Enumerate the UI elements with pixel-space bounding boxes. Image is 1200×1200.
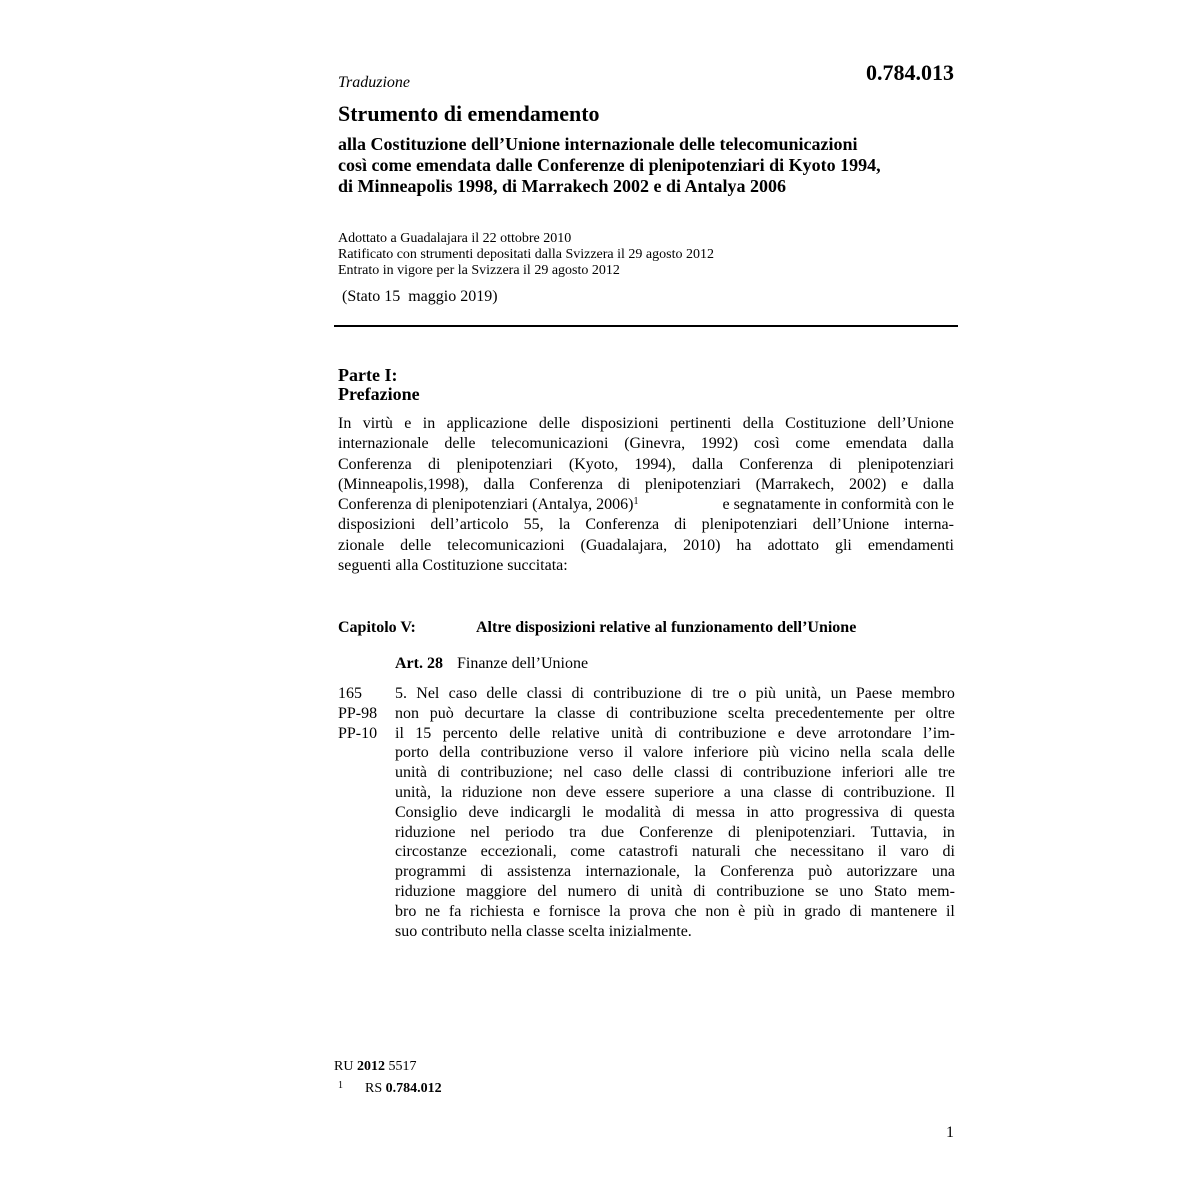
- word: Conferenza: [585, 516, 660, 534]
- word: questa: [913, 803, 955, 821]
- word: tre: [712, 685, 730, 702]
- word: atto: [770, 803, 795, 821]
- word: membro: [901, 685, 955, 702]
- preamble-line5-tail: e segnatamente in conformità con le: [718, 496, 954, 514]
- ru-page: 5517: [388, 1059, 417, 1074]
- word: se: [815, 882, 829, 900]
- word: più: [755, 685, 777, 702]
- word: o: [738, 685, 747, 702]
- word: varo: [900, 843, 929, 861]
- word: Stato: [873, 882, 907, 900]
- word: circostanze: [395, 843, 467, 861]
- word: di: [627, 882, 640, 900]
- word: plenipotenziari: [701, 516, 798, 534]
- adoption-dates: [338, 231, 714, 279]
- word: plenipotenziari: [456, 455, 553, 473]
- word: classi: [674, 764, 710, 782]
- word: necessitano: [790, 843, 865, 861]
- word: in: [783, 902, 796, 920]
- word: e: [901, 475, 909, 493]
- word: internazionale,: [585, 863, 681, 881]
- margin-note: PP-10: [338, 724, 378, 742]
- word: delle: [538, 415, 570, 432]
- word: Conferenza: [338, 455, 412, 473]
- word: riduzione: [395, 882, 456, 900]
- word: naturali: [691, 843, 741, 861]
- word: unità: [650, 882, 683, 900]
- word: di: [720, 764, 733, 782]
- word: emendamenti: [867, 536, 954, 554]
- article-number: Art. 28: [395, 655, 443, 672]
- margin-notes: [338, 684, 377, 743]
- word: virtù: [362, 415, 393, 432]
- word: indicargli: [509, 803, 571, 821]
- word: non: [532, 783, 557, 801]
- word: non: [395, 704, 419, 722]
- date-line: Adottato a Guadalajara il 22 ottobre 2010: [338, 231, 572, 246]
- word: deve: [468, 803, 499, 821]
- margin-note: PP-98: [338, 704, 378, 722]
- word: grado: [804, 902, 841, 920]
- word: in: [942, 823, 955, 841]
- word: precedentemente: [775, 704, 884, 722]
- word: di: [480, 863, 493, 881]
- word: delle: [400, 536, 432, 554]
- status-date: (Stato 15 maggio 2019): [338, 288, 498, 305]
- word: Tuttavia,: [870, 823, 928, 841]
- word: 1994),: [634, 455, 676, 473]
- word: zionale: [338, 536, 385, 554]
- ru-year: 2012: [356, 1059, 385, 1074]
- paragraph-line: suo contributo nella classe scelta inizialmente.: [395, 922, 692, 940]
- word: e: [777, 724, 785, 742]
- word: è: [738, 902, 746, 920]
- word: prova: [629, 902, 666, 920]
- word: più: [758, 744, 780, 762]
- paragraph-line: [395, 724, 955, 744]
- word: tra: [569, 823, 586, 841]
- word: Nel: [416, 685, 440, 702]
- paragraph-line: [395, 743, 955, 763]
- word: di: [571, 685, 584, 702]
- word: scelta: [728, 704, 765, 722]
- word: di: [437, 764, 450, 782]
- word: che: [754, 843, 777, 861]
- preamble-line: [338, 434, 954, 454]
- word: inferiori: [841, 764, 894, 782]
- word: il: [395, 724, 404, 742]
- word: unità,: [785, 685, 822, 702]
- word: numero: [567, 882, 617, 900]
- word: il: [945, 902, 955, 920]
- word: riduzione: [395, 823, 456, 841]
- word: contribuzione: [743, 764, 832, 782]
- word: di: [672, 803, 685, 821]
- article-heading: [395, 655, 588, 673]
- word: dalla: [922, 475, 954, 493]
- word: più: [753, 902, 775, 920]
- word: plenipotenziari: [857, 455, 954, 473]
- word: plenipotenziari.: [755, 823, 856, 841]
- word: di: [942, 843, 955, 861]
- word: assistenza: [507, 863, 572, 881]
- word: (Minneapolis,1998),: [338, 475, 469, 493]
- word: uno: [839, 882, 864, 900]
- word: In: [338, 415, 352, 432]
- word: (Kyoto,: [568, 455, 619, 473]
- word: eccezionali,: [480, 843, 557, 861]
- word: 55,: [523, 516, 544, 534]
- word: in: [422, 415, 436, 432]
- word: telecomunicazioni: [447, 536, 565, 554]
- word: 1992): [700, 435, 739, 453]
- translation-label: Traduzione: [338, 74, 411, 91]
- word: di: [693, 882, 706, 900]
- word: come: [570, 843, 605, 861]
- word: deve: [565, 783, 596, 801]
- paragraph-line: [395, 842, 955, 862]
- word: inferiore: [693, 744, 749, 762]
- word: dell’articolo: [430, 516, 509, 534]
- word: due: [601, 823, 625, 841]
- word: dalla: [922, 435, 954, 453]
- word: interna-: [904, 516, 954, 534]
- word: riduzione: [461, 783, 523, 801]
- preamble-line: [338, 455, 954, 475]
- preamble-line: seguenti alla Costituzione succitata:: [338, 557, 568, 575]
- word: la: [609, 902, 621, 920]
- word: oltre: [925, 704, 955, 722]
- word: fornisce: [548, 902, 601, 920]
- word: di: [690, 685, 703, 702]
- word: e: [404, 415, 412, 432]
- word: delle: [632, 764, 664, 782]
- word: dell’Unione: [877, 415, 954, 432]
- word: 2010): [683, 536, 721, 554]
- subtitle-line: di Minneapolis 1998, di Marrakech 2002 e di Antalya 2006: [338, 176, 787, 196]
- paragraph-line: [395, 902, 955, 922]
- paragraph-line: [395, 783, 955, 803]
- word: bro: [395, 902, 417, 920]
- date-line: Entrato in vigore per la Svizzera il 29 agosto 2012: [338, 263, 620, 278]
- word: la: [694, 863, 706, 881]
- word: (Ginevra,: [624, 435, 686, 453]
- word: nel: [470, 823, 491, 841]
- word: di: [427, 455, 441, 473]
- paragraph-line: [395, 704, 955, 724]
- paragraph-line: [395, 823, 955, 843]
- word: un: [830, 685, 847, 702]
- preamble-line: [338, 515, 954, 535]
- word: 5.: [395, 685, 407, 702]
- word: Conferenza: [529, 475, 603, 493]
- word: scala: [881, 744, 914, 762]
- word: la: [534, 704, 547, 722]
- word: mantenere: [870, 902, 938, 920]
- word: disposizioni: [338, 516, 416, 534]
- word: Il: [945, 783, 955, 801]
- word: Paese: [855, 685, 893, 702]
- word: ne: [425, 902, 441, 920]
- word: decurtare: [464, 704, 525, 722]
- date-line: Ratificato con strumenti depositati dalla Svizzera il 29 agosto 2012: [338, 247, 714, 262]
- footnote-mark: 1: [338, 1080, 343, 1091]
- word: di: [674, 516, 687, 534]
- word: superiore: [654, 783, 715, 801]
- preamble-line-with-footnote: [338, 495, 954, 515]
- paragraph-line: [395, 803, 955, 823]
- word: pertinenti: [670, 415, 732, 432]
- word: dalla: [691, 455, 724, 473]
- word: il: [877, 843, 887, 861]
- word: tre: [938, 764, 955, 782]
- footnote-prefix: RS: [365, 1081, 383, 1096]
- word: e: [532, 902, 541, 920]
- margin-note: 165: [338, 685, 362, 702]
- chapter-title: Altre disposizioni relative al funzionamento dell’Unione: [476, 619, 857, 636]
- paragraph-line: [395, 763, 955, 783]
- word: telecomunicazioni: [491, 435, 609, 453]
- paragraph-line: [395, 862, 955, 882]
- word: in: [746, 803, 759, 821]
- word: programmi: [395, 863, 467, 881]
- preamble-paragraph: [338, 414, 954, 576]
- word: (Guadalajara,: [580, 536, 668, 554]
- word: delle: [509, 724, 541, 742]
- word: nel: [563, 764, 583, 782]
- word: caso: [448, 685, 478, 702]
- word: alle: [904, 764, 928, 782]
- word: di: [890, 803, 903, 821]
- word: catastrofi: [618, 843, 679, 861]
- word: unità: [611, 724, 644, 742]
- preamble-line5-head: Conferenza di plenipotenziari (Antalya, 2006)$^1$: [338, 496, 639, 514]
- word: il: [623, 744, 633, 762]
- word: progressiva: [805, 803, 880, 821]
- word: (Marrakech,: [755, 475, 835, 493]
- word: di: [849, 902, 862, 920]
- word: modalità: [605, 803, 661, 821]
- word: può: [429, 704, 454, 722]
- chapter-number: Capitolo V:: [338, 619, 416, 636]
- footnote: [338, 1080, 442, 1097]
- word: di: [821, 783, 834, 801]
- word: di: [617, 475, 631, 493]
- word: percento: [442, 724, 498, 742]
- footnote-reference-number: 0.784.012: [385, 1081, 442, 1096]
- word: porto: [395, 744, 429, 762]
- word: classe: [557, 704, 596, 722]
- word: Conferenze: [639, 823, 713, 841]
- word: messa: [695, 803, 736, 821]
- word: del: [537, 882, 557, 900]
- word: dalla: [483, 475, 515, 493]
- word: Conferenza: [739, 455, 814, 473]
- word: a: [723, 783, 731, 801]
- word: applicazione: [446, 415, 528, 432]
- word: di: [606, 704, 619, 722]
- word: dell’Unione: [812, 516, 890, 534]
- word: può: [808, 863, 833, 881]
- word: le: [582, 803, 594, 821]
- word: di: [654, 724, 667, 742]
- subtitle-line: alla Costituzione dell’Unione internazionale delle telecomunicazioni: [338, 134, 858, 154]
- word: verso: [578, 744, 614, 762]
- document-title: Strumento di emendamento: [338, 101, 600, 126]
- word: contribuzione: [480, 744, 569, 762]
- word: delle: [923, 744, 955, 762]
- word: classe: [773, 783, 812, 801]
- word: la: [558, 516, 571, 534]
- word: come: [795, 435, 831, 453]
- word: una: [740, 783, 764, 801]
- word: della: [742, 415, 774, 432]
- word: della: [439, 744, 471, 762]
- word: nella: [840, 744, 872, 762]
- word: adottato: [767, 536, 819, 554]
- word: deve: [796, 724, 827, 742]
- word: emendata: [845, 435, 908, 453]
- word: contribuzione: [678, 724, 767, 742]
- word: per: [894, 704, 915, 722]
- word: mem-: [917, 882, 955, 900]
- word: valore: [643, 744, 684, 762]
- word: Costituzione: [785, 415, 867, 432]
- document-number: 0.784.013: [866, 60, 954, 85]
- word: delle: [444, 435, 476, 453]
- subtitle-line: così come emendata dalle Conferenze di plenipotenziari di Kyoto 1994,: [338, 155, 881, 175]
- word: ha: [736, 536, 752, 554]
- preamble-line: [338, 475, 954, 495]
- preamble-line: [338, 414, 954, 434]
- word: che: [674, 902, 697, 920]
- word: internazionale: [338, 435, 429, 453]
- word: unità: [395, 764, 427, 782]
- word: di: [728, 823, 741, 841]
- word: richiesta: [470, 902, 525, 920]
- word: contribuzione: [629, 704, 718, 722]
- part-title: Prefazione: [338, 384, 420, 404]
- word: contribuzione;: [460, 764, 553, 782]
- word: così: [753, 435, 780, 453]
- word: caso: [593, 764, 622, 782]
- word: maggiore: [466, 882, 527, 900]
- paragraph-line: [395, 684, 955, 704]
- word: contribuzione: [593, 685, 682, 702]
- document-subtitle: [338, 134, 958, 197]
- preamble-line: [338, 536, 954, 556]
- word: classi: [526, 685, 563, 702]
- word: gli: [834, 536, 852, 554]
- word: periodo: [505, 823, 554, 841]
- word: plenipotenziari: [644, 475, 741, 493]
- word: Conferenza: [720, 863, 794, 881]
- word: la: [440, 783, 453, 801]
- part-heading: [338, 366, 420, 404]
- word: 15: [415, 724, 432, 742]
- word: relative: [551, 724, 600, 742]
- header-divider: [334, 325, 958, 327]
- word: essere: [605, 783, 645, 801]
- word: delle: [486, 685, 518, 702]
- word: contribuzione.: [843, 783, 936, 801]
- page-number: 1: [946, 1124, 954, 1141]
- paragraph-line: [395, 882, 955, 902]
- word: vicino: [789, 744, 830, 762]
- word: l’im-: [922, 724, 955, 742]
- article-title: Finanze dell’Unione: [456, 655, 589, 672]
- word: contribuzione: [716, 882, 805, 900]
- word: Consiglio: [395, 803, 458, 821]
- article-paragraph: [395, 684, 955, 941]
- word: disposizioni: [581, 415, 659, 432]
- word: 2002): [848, 475, 887, 493]
- word: fa: [448, 902, 462, 920]
- word: di: [829, 455, 842, 473]
- word: non: [705, 902, 730, 920]
- footnote-reference: 1: [633, 496, 639, 508]
- word: autorizzare: [846, 863, 918, 881]
- word: una: [931, 863, 955, 881]
- word: unità,: [395, 783, 431, 801]
- word: arrotondare: [837, 724, 912, 742]
- official-compilation-reference: RU 2012 5517: [334, 1059, 417, 1074]
- part-number: Parte I:: [338, 365, 398, 385]
